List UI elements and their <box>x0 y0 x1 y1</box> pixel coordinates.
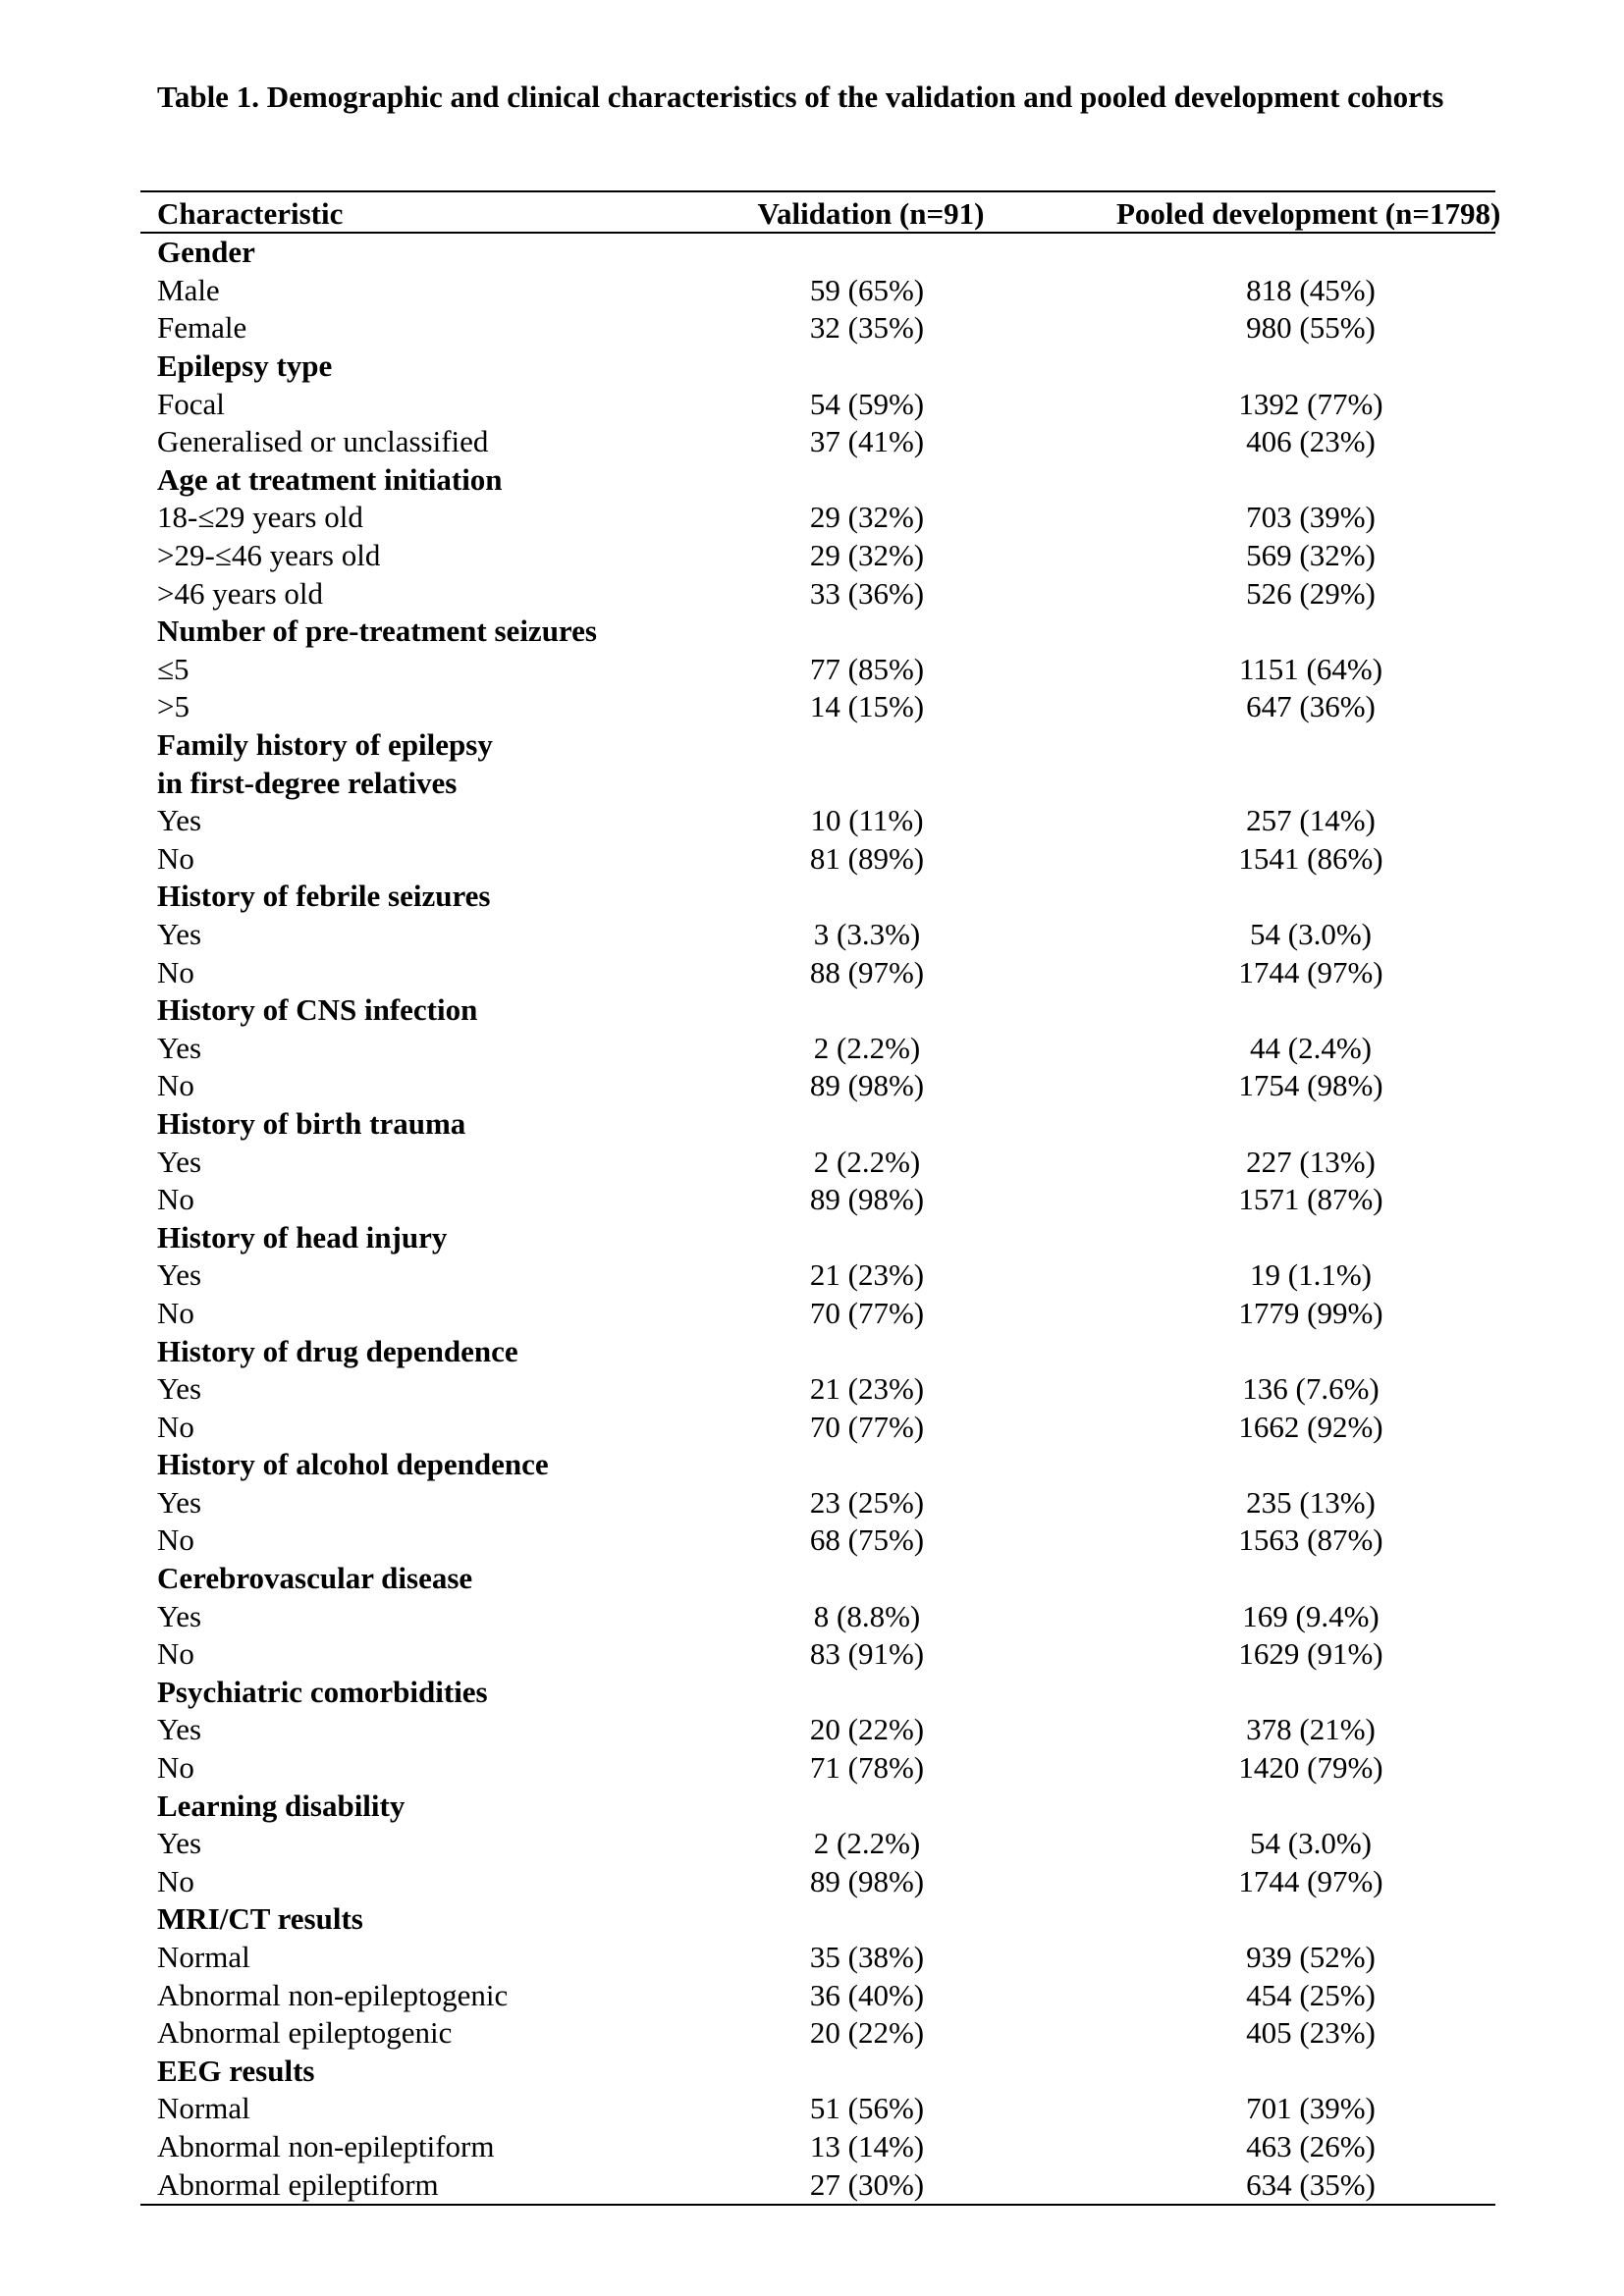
validation-value: 70 (77%) <box>809 1409 925 1444</box>
validation-value: 51 (56%) <box>809 2091 925 2126</box>
validation-value: 23 (25%) <box>809 1484 925 1520</box>
table-row <box>140 2128 1495 2166</box>
pooled-value: 647 (36%) <box>1246 689 1376 724</box>
pooled-value: 818 (45%) <box>1246 272 1376 307</box>
table-row <box>140 1181 1495 1219</box>
pooled-value: 1629 (91%) <box>1238 1636 1383 1672</box>
table-row <box>140 1825 1495 1863</box>
pooled-value: 136 (7.6%) <box>1242 1371 1380 1407</box>
table-group-row <box>140 1900 1495 1939</box>
table-row <box>140 802 1495 840</box>
group-label: Psychiatric comorbidities <box>157 1674 488 1709</box>
table-caption: Table 1. Demographic and clinical characteristics of the validation and pooled development cohorts <box>157 80 1444 114</box>
table-row <box>140 1711 1495 1749</box>
pooled-value: 1744 (97%) <box>1238 1863 1383 1898</box>
validation-value: 89 (98%) <box>809 1182 925 1217</box>
row-label: Abnormal epileptogenic <box>157 2015 453 2051</box>
row-label: No <box>157 1068 194 1103</box>
row-label: Yes <box>157 1598 202 1633</box>
row-label: Yes <box>157 1712 202 1747</box>
validation-value: 59 (65%) <box>809 272 925 307</box>
table-group-row <box>140 1446 1495 1484</box>
row-label: No <box>157 1409 194 1444</box>
validation-value: 83 (91%) <box>809 1636 925 1672</box>
row-label: Generalised or unclassified <box>157 424 489 459</box>
table-row <box>140 1067 1495 1105</box>
table-row <box>140 1370 1495 1409</box>
group-label: History of febrile seizures <box>157 879 491 914</box>
table-group-row <box>140 1332 1495 1370</box>
group-label: Number of pre-treatment seizures <box>157 614 597 649</box>
validation-value: 89 (98%) <box>809 1863 925 1898</box>
row-label: >46 years old <box>157 575 324 611</box>
table-row <box>140 2014 1495 2053</box>
table-group-row <box>140 1218 1495 1256</box>
table-row <box>140 272 1495 310</box>
group-label: Family history of epilepsy <box>157 727 493 763</box>
validation-value: 89 (98%) <box>809 1068 925 1103</box>
table-header-row <box>140 192 1501 234</box>
table-group-row <box>140 726 1495 765</box>
validation-value: 88 (97%) <box>809 954 925 989</box>
table-row <box>140 953 1495 991</box>
table-body <box>140 234 1495 2204</box>
row-label: Abnormal epileptiform <box>157 2166 439 2202</box>
table-row <box>140 1143 1495 1181</box>
pooled-value: 19 (1.1%) <box>1250 1257 1372 1293</box>
validation-value: 13 (14%) <box>809 2128 925 2163</box>
pooled-value: 169 (9.4%) <box>1242 1598 1380 1633</box>
group-label: MRI/CT results <box>157 1901 363 1937</box>
group-label: History of head injury <box>157 1219 448 1255</box>
pooled-value: 1541 (86%) <box>1238 840 1383 876</box>
row-label: Abnormal non-epileptogenic <box>157 1977 509 2012</box>
pooled-value: 454 (25%) <box>1246 1977 1376 2012</box>
pooled-value: 405 (23%) <box>1246 2015 1376 2051</box>
pooled-value: 1754 (98%) <box>1238 1068 1383 1103</box>
row-label: ≤5 <box>157 651 189 686</box>
row-label: >29-≤46 years old <box>157 538 381 573</box>
pooled-value: 1779 (99%) <box>1238 1295 1383 1330</box>
table-group-row <box>140 764 1495 802</box>
pooled-value: 463 (26%) <box>1246 2128 1376 2163</box>
table-row <box>140 1749 1495 1788</box>
row-label: Yes <box>157 1484 202 1520</box>
validation-value: 29 (32%) <box>809 500 925 535</box>
group-label: Cerebrovascular disease <box>157 1561 473 1596</box>
table-row <box>140 309 1495 347</box>
validation-value: 3 (3.3%) <box>813 916 921 951</box>
validation-value: 36 (40%) <box>809 1977 925 2012</box>
table-group-row <box>140 1674 1495 1712</box>
table-row <box>140 1484 1495 1522</box>
pooled-value: 1151 (64%) <box>1238 651 1383 686</box>
row-label: Yes <box>157 1257 202 1293</box>
validation-value: 2 (2.2%) <box>813 1826 921 1861</box>
row-label: No <box>157 1522 194 1558</box>
pooled-value: 406 (23%) <box>1246 424 1376 459</box>
table-row <box>140 1256 1495 1295</box>
validation-value: 81 (89%) <box>809 840 925 876</box>
validation-value: 77 (85%) <box>809 651 925 686</box>
pooled-value: 980 (55%) <box>1246 310 1376 346</box>
row-label: No <box>157 1182 194 1217</box>
validation-value: 20 (22%) <box>809 2015 925 2051</box>
row-label: Focal <box>157 386 225 421</box>
validation-value: 70 (77%) <box>809 1295 925 1330</box>
row-label: No <box>157 1750 194 1786</box>
characteristics-table <box>140 190 1501 2206</box>
validation-value: 14 (15%) <box>809 689 925 724</box>
table-group-row <box>140 878 1495 916</box>
row-label: Yes <box>157 916 202 951</box>
validation-value: 10 (11%) <box>810 803 924 838</box>
table-row <box>140 2090 1495 2128</box>
validation-value: 33 (36%) <box>809 575 925 611</box>
table-row <box>140 537 1495 575</box>
validation-value: 29 (32%) <box>809 538 925 573</box>
pooled-value: 257 (14%) <box>1246 803 1376 838</box>
row-label: No <box>157 1295 194 1330</box>
pooled-value: 701 (39%) <box>1246 2091 1376 2126</box>
table-group-row <box>140 1105 1495 1144</box>
pooled-value: 54 (3.0%) <box>1250 1826 1372 1861</box>
table-row <box>140 1522 1495 1560</box>
table-row <box>140 423 1495 461</box>
validation-value: 54 (59%) <box>809 386 925 421</box>
pooled-value: 1744 (97%) <box>1238 954 1383 989</box>
table-group-row <box>140 347 1495 386</box>
row-label: Abnormal non-epileptiform <box>157 2128 495 2163</box>
group-label: Learning disability <box>157 1788 406 1823</box>
table-row <box>140 1863 1495 1901</box>
table-group-row <box>140 234 1495 272</box>
row-label: >5 <box>157 689 189 724</box>
column-header-characteristic: Characteristic <box>157 196 344 231</box>
group-label: Gender <box>157 235 255 270</box>
group-label: in first-degree relatives <box>157 765 458 800</box>
pooled-value: 939 (52%) <box>1246 1940 1376 1975</box>
validation-value: 32 (35%) <box>809 310 925 346</box>
validation-value: 21 (23%) <box>809 1371 925 1407</box>
group-label: History of CNS infection <box>157 992 478 1028</box>
table-row <box>140 840 1495 879</box>
pooled-value: 1563 (87%) <box>1238 1522 1383 1558</box>
row-label: Normal <box>157 1940 250 1975</box>
table-group-row <box>140 461 1495 500</box>
table-row <box>140 1597 1495 1635</box>
table-group-row <box>140 1560 1495 1598</box>
column-header-validation: Validation (n=91) <box>757 196 985 231</box>
table-row <box>140 1976 1495 2014</box>
row-label: 18-≤29 years old <box>157 500 363 535</box>
pooled-value: 703 (39%) <box>1246 500 1376 535</box>
row-label: Yes <box>157 1030 202 1065</box>
table-row <box>140 1635 1495 1674</box>
group-label: History of birth trauma <box>157 1105 466 1141</box>
pooled-value: 634 (35%) <box>1246 2166 1376 2202</box>
row-label: Yes <box>157 1826 202 1861</box>
pooled-value: 227 (13%) <box>1246 1144 1376 1179</box>
table-row <box>140 2165 1495 2204</box>
table-group-row <box>140 2053 1495 2091</box>
row-label: Yes <box>157 1371 202 1407</box>
table-group-row <box>140 1787 1495 1825</box>
table-row <box>140 1408 1495 1446</box>
table-row <box>140 1029 1495 1067</box>
pooled-value: 1571 (87%) <box>1238 1182 1383 1217</box>
pooled-value: 526 (29%) <box>1246 575 1376 611</box>
validation-value: 27 (30%) <box>809 2166 925 2202</box>
table-row <box>140 499 1495 537</box>
row-label: Female <box>157 310 247 346</box>
group-label: EEG results <box>157 2053 315 2088</box>
table-row <box>140 574 1495 613</box>
validation-value: 2 (2.2%) <box>813 1144 921 1179</box>
row-label: Normal <box>157 2091 250 2126</box>
row-label: Yes <box>157 803 202 838</box>
row-label: No <box>157 840 194 876</box>
table-group-row <box>140 613 1495 651</box>
validation-value: 35 (38%) <box>809 1940 925 1975</box>
pooled-value: 1662 (92%) <box>1238 1409 1383 1444</box>
group-label: Epilepsy type <box>157 348 333 384</box>
pooled-value: 1392 (77%) <box>1238 386 1383 421</box>
table-row <box>140 651 1495 689</box>
column-header-pooled: Pooled development (n=1798) <box>1116 196 1501 231</box>
validation-value: 71 (78%) <box>809 1750 925 1786</box>
pooled-value: 378 (21%) <box>1246 1712 1376 1747</box>
validation-value: 20 (22%) <box>809 1712 925 1747</box>
group-label: History of drug dependence <box>157 1333 518 1368</box>
pooled-value: 1420 (79%) <box>1238 1750 1383 1786</box>
table-row <box>140 1295 1495 1333</box>
pooled-value: 235 (13%) <box>1246 1484 1376 1520</box>
validation-value: 68 (75%) <box>809 1522 925 1558</box>
group-label: History of alcohol dependence <box>157 1447 549 1482</box>
table-row <box>140 1939 1495 1977</box>
validation-value: 2 (2.2%) <box>813 1030 921 1065</box>
table-row <box>140 385 1495 423</box>
table-row <box>140 916 1495 954</box>
pooled-value: 569 (32%) <box>1246 538 1376 573</box>
row-label: No <box>157 954 194 989</box>
validation-value: 8 (8.8%) <box>813 1598 921 1633</box>
pooled-value: 44 (2.4%) <box>1250 1030 1372 1065</box>
group-label: Age at treatment initiation <box>157 461 503 497</box>
row-label: No <box>157 1863 194 1898</box>
validation-value: 37 (41%) <box>809 424 925 459</box>
table-row <box>140 688 1495 726</box>
pooled-value: 54 (3.0%) <box>1250 916 1372 951</box>
row-label: No <box>157 1636 194 1672</box>
row-label: Yes <box>157 1144 202 1179</box>
table-group-row <box>140 991 1495 1030</box>
row-label: Male <box>157 272 220 307</box>
validation-value: 21 (23%) <box>809 1257 925 1293</box>
